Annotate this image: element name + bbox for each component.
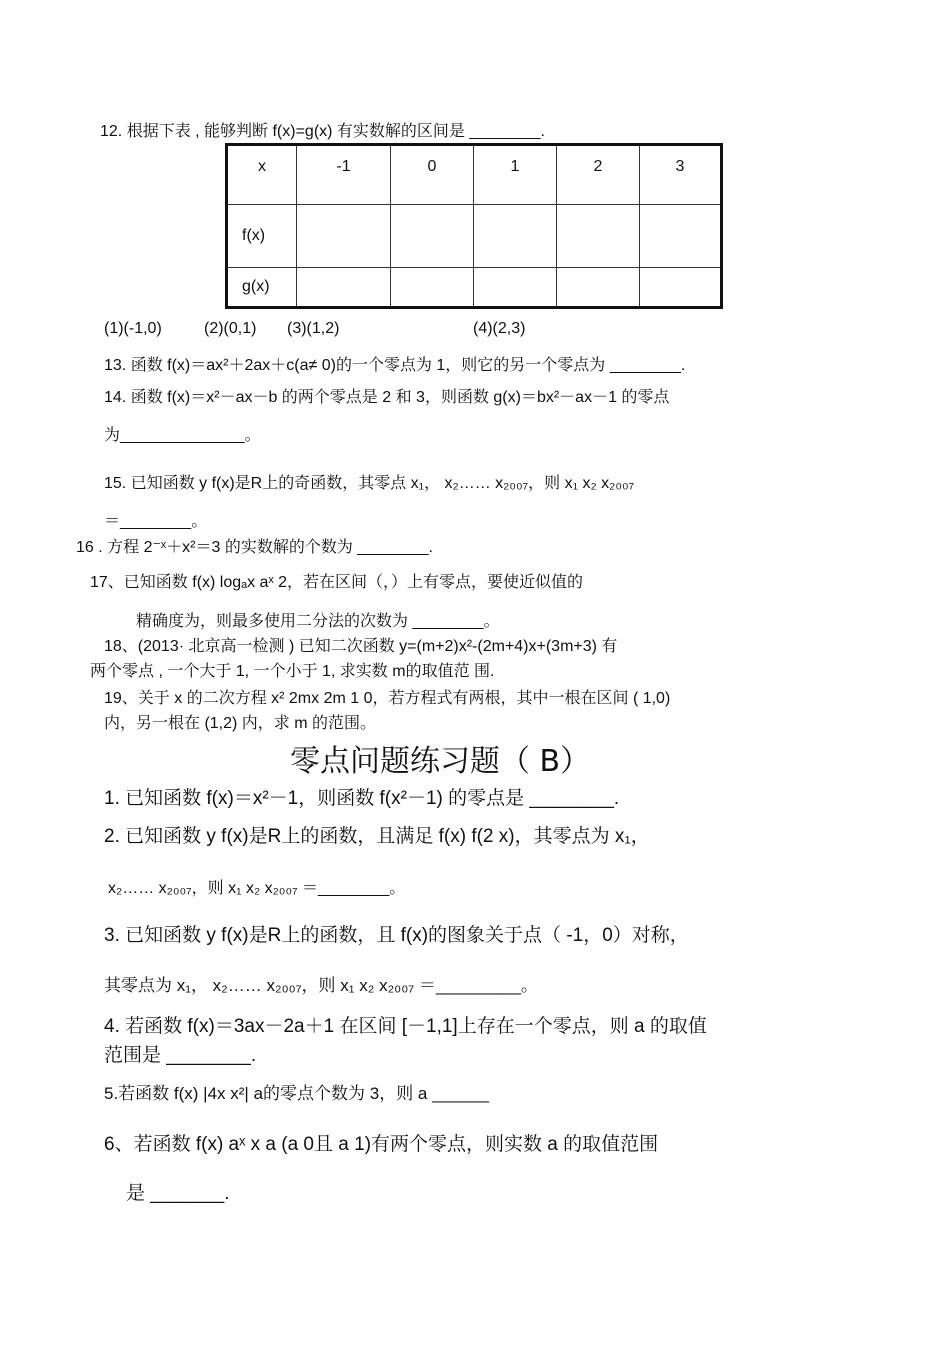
question-15-line1: 15. 已知函数 y f(x)是R上的奇函数，其零点 x₁， x₂…… x₂₀₀₇，则 x₁ x₂ x₂₀₀₇ <box>104 475 635 492</box>
question-14-line1: 14. 函数 f(x)＝x²－ax－b 的两个零点是 2 和 3，则函数 g(x)＝bx²－ax－1 的零点 <box>104 389 670 406</box>
option-3: (3)(1,2) <box>287 320 340 337</box>
table-cell <box>640 205 722 268</box>
table-cell <box>557 268 640 308</box>
table-cell: 0 <box>391 145 474 205</box>
b-question-5: 5.若函数 f(x) |4x x²| a的零点个数为 3，则 a ______ <box>104 1084 489 1103</box>
b-question-1: 1. 已知函数 f(x)＝x²－1，则函数 f(x²－1) 的零点是 ________. <box>104 788 620 809</box>
table-row <box>227 205 722 268</box>
values-table <box>225 143 723 309</box>
question-12-stem: 12. 根据下表 , 能够判断 f(x)=g(x) 有实数解的区间是 ________. <box>100 123 545 140</box>
question-17-line1: 17、已知函数 f(x) logₐx aˣ 2，若在区间（，）上有零点，要使近似值的 <box>90 574 584 591</box>
b-question-2-line2: x₂…… x₂₀₀₇，则 x₁ x₂ x₂₀₀₇ ＝________。 <box>108 880 406 897</box>
b-question-6-line2: 是 _______. <box>126 1183 230 1204</box>
question-13: 13. 函数 f(x)＝ax²＋2ax＋c(a≠ 0)的一个零点为 1，则它的另一个零点为 ________. <box>104 357 686 374</box>
b-question-4-line1: 4. 若函数 f(x)＝3ax－2a＋1 在区间 [－1,1]上存在一个零点，则 a 的取值 <box>104 1016 707 1037</box>
b-question-3-line2: 其零点为 x₁， x₂…… x₂₀₀₇，则 x₁ x₂ x₂₀₀₇ ＝_________。 <box>104 976 538 995</box>
table-cell: x <box>227 145 297 205</box>
table-row <box>227 268 722 308</box>
option-2: (2)(0,1) <box>204 320 257 337</box>
question-14-line2: 为______________。 <box>104 427 261 444</box>
b-question-4-line2: 范围是 ________. <box>104 1045 257 1066</box>
option-1: (1)(-1,0) <box>104 320 162 337</box>
b-question-3-line1: 3. 已知函数 y f(x)是R上的函数，且 f(x)的图象关于点（ -1，0）对称， <box>104 925 689 946</box>
table-row-label: g(x) <box>227 268 297 308</box>
table-cell <box>474 268 557 308</box>
question-15-line2: ＝________。 <box>104 513 208 530</box>
table-cell: -1 <box>297 145 391 205</box>
question-18-line2: 两个零点 , 一个大于 1, 一个小于 1, 求实数 m的取值范 围. <box>90 663 495 680</box>
table-cell <box>391 268 474 308</box>
option-4: (4)(2,3) <box>473 320 526 337</box>
question-19-line1: 19、关于 x 的二次方程 x² 2mx 2m 1 0，若方程式有两根，其中一根在区间 ( 1,0) <box>104 690 671 707</box>
section-title: 零点问题练习题（ B） <box>290 744 591 779</box>
table-cell: 3 <box>640 145 722 205</box>
table-cell <box>297 205 391 268</box>
question-19-line2: 内，另一根在 (1,2) 内，求 m 的范围。 <box>104 715 377 732</box>
question-17-line2: 精确度为，则最多使用二分法的次数为 ________。 <box>136 613 500 630</box>
table-cell: 2 <box>557 145 640 205</box>
table-cell: 1 <box>474 145 557 205</box>
b-question-6-line1: 6、若函数 f(x) aˣ x a (a 0且 a 1)有两个零点，则实数 a 的取值范围 <box>104 1134 659 1155</box>
table-cell <box>640 268 722 308</box>
table-cell <box>297 268 391 308</box>
table-cell <box>391 205 474 268</box>
question-16: 16 . 方程 2⁻ˣ＋x²＝3 的实数解的个数为 ________. <box>76 539 433 556</box>
table-header-row <box>227 145 722 205</box>
question-18-line1: 18、(2013· 北京高一检测 ) 已知二次函数 y=(m+2)x²-(2m+4)x+(3m+3) 有 <box>104 638 618 655</box>
table-row-label: f(x) <box>227 205 297 268</box>
table-cell <box>557 205 640 268</box>
table-cell <box>474 205 557 268</box>
b-question-2-line1: 2. 已知函数 y f(x)是R上的函数，且满足 f(x) f(2 x)，其零点为 x₁， <box>104 826 650 847</box>
